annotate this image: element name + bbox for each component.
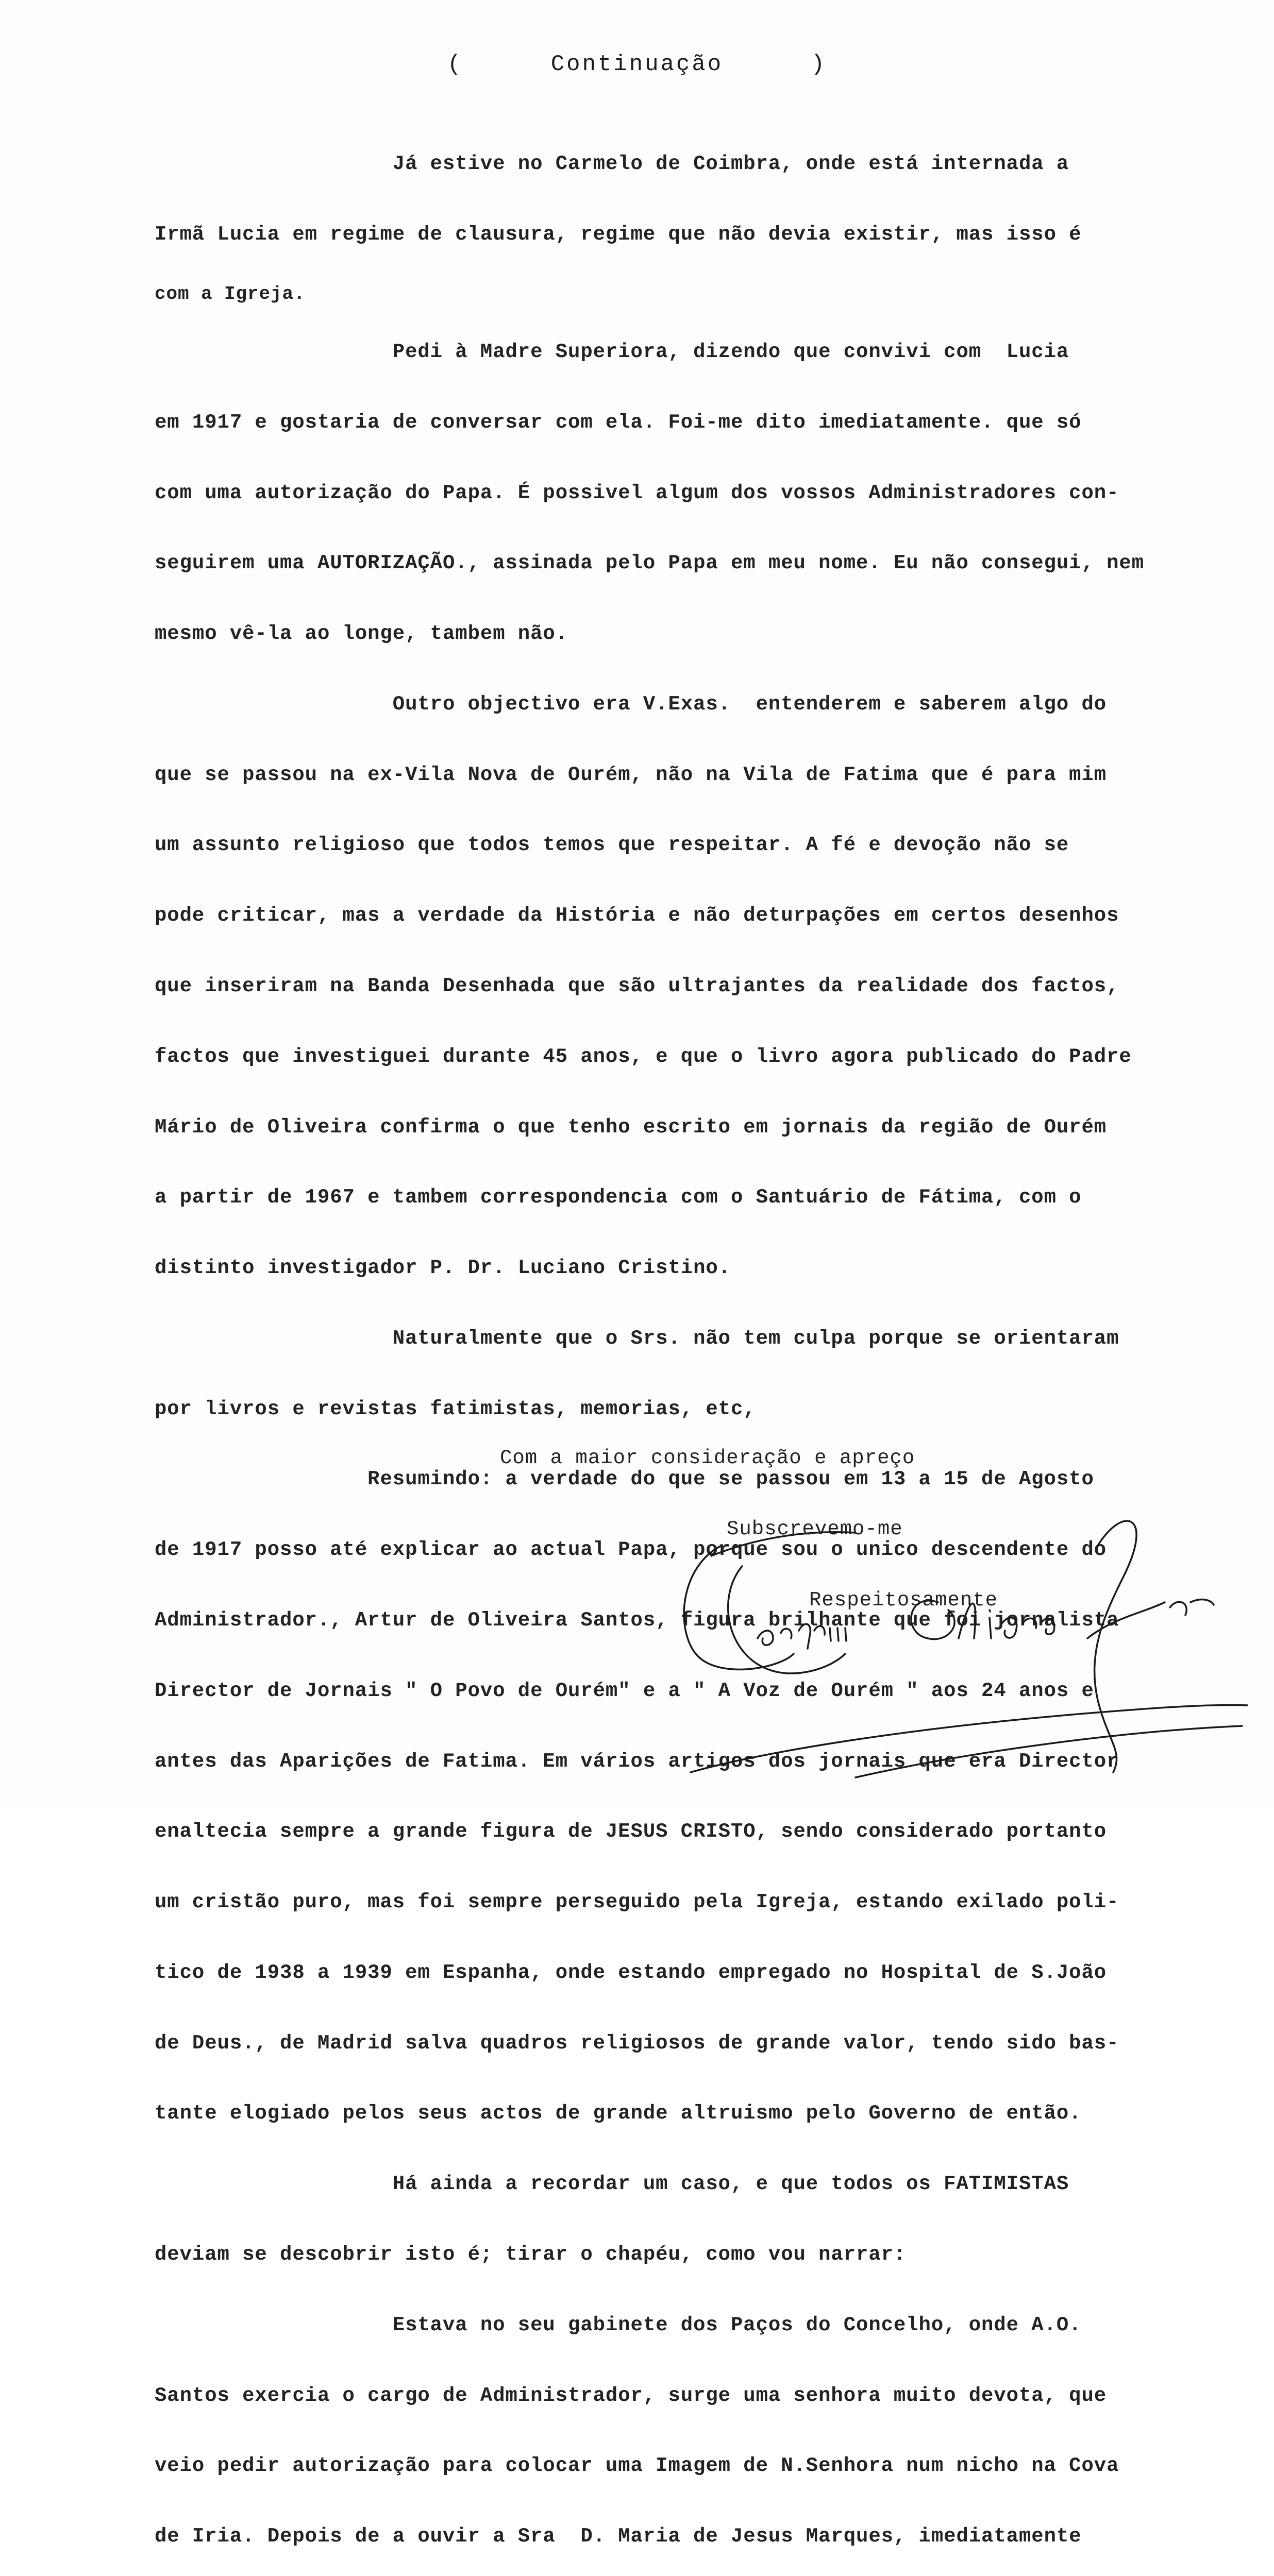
heading-title: Continuação bbox=[550, 52, 724, 77]
body-line: um cristão puro, mas foi sempre perseguido pela Igreja, estando exilado poli- bbox=[155, 1891, 1119, 1914]
body-line: factos que investiguei durante 45 anos, e que o livro agora publicado do Padre bbox=[155, 1045, 1132, 1068]
body-line: Santos exercia o cargo de Administrador, surge uma senhora muito devota, que bbox=[155, 2384, 1107, 2407]
body-line: um assunto religioso que todos temos que respeitar. A fé e devoção não se bbox=[155, 834, 1069, 857]
body-line: em 1917 e gostaria de conversar com ela. Foi-me dito imediatamente. que só bbox=[155, 411, 1082, 434]
body-line: a partir de 1967 e tambem correspondencia com o Santuário de Fátima, com o bbox=[155, 1186, 1082, 1209]
handwritten-signature bbox=[660, 1484, 1274, 1803]
body-line: com uma autorização do Papa. É possivel algum dos vossos Administradores con- bbox=[155, 481, 1119, 504]
body-line: de 1917 posso até explicar ao actual Papa, porque sou o unico descendente do bbox=[155, 1538, 1107, 1562]
body-line: de Deus., de Madrid salva quadros religiosos de grande valor, tendo sido bas- bbox=[155, 2031, 1119, 2055]
closing-line: Com a maior consideração e apreço bbox=[500, 1447, 915, 1469]
body-line: Há ainda a recordar um caso, e que todos os FATIMISTAS bbox=[155, 2173, 1069, 2196]
body-line: Outro objectivo era V.Exas. entenderem e saberem algo do bbox=[155, 692, 1107, 716]
body-line: pode criticar, mas a verdade da História e não deturpações em certos desenhos bbox=[155, 904, 1119, 927]
body-line: deviam se descobrir isto é; tirar o chapéu, como vou narrar: bbox=[155, 2243, 907, 2266]
body-line: com a Igreja. bbox=[155, 283, 306, 304]
body-line: Mário de Oliveira confirma o que tenho escrito em jornais da região de Ourém bbox=[155, 1115, 1107, 1139]
heading-close-paren: ) bbox=[811, 52, 827, 77]
body-line: Pedi à Madre Superiora, dizendo que convivi com Lucia bbox=[155, 340, 1069, 363]
body-line: antes das Aparições de Fatima. Em vários artigos dos jornais que era Director bbox=[155, 1750, 1119, 1773]
signature-icon bbox=[660, 1484, 1274, 1803]
body-line: Administrador., Artur de Oliveira Santos, figura brilhante que foi jornalista bbox=[155, 1609, 1119, 1632]
body-line: de Iria. Depois de a ouvir a Sra D. Maria de Jesus Marques, imediatamente bbox=[155, 2525, 1082, 2548]
body-line: distinto investigador P. Dr. Luciano Cristino. bbox=[155, 1257, 731, 1280]
closing-line: Subscrevemo-me bbox=[727, 1518, 903, 1540]
body-line: enaltecia sempre a grande figura de JESUS CRISTO, sendo considerado portanto bbox=[155, 1820, 1107, 1843]
body-line: Director de Jornais " O Povo de Ourém" e a " A Voz de Ourém " aos 24 anos e bbox=[155, 1679, 1094, 1702]
closing-line: Respeitosamente bbox=[809, 1589, 998, 1612]
body-line: veio pedir autorização para colocar uma Imagem de N.Senhora num nicho na Cova bbox=[155, 2454, 1119, 2478]
body-line: Naturalmente que o Srs. não tem culpa porque se orientaram bbox=[155, 1327, 1119, 1350]
body-line: Irmã Lucia em regime de clausura, regime que não devia existir, mas isso é bbox=[155, 223, 1082, 246]
body-line: tico de 1938 a 1939 em Espanha, onde estando empregado no Hospital de S.João bbox=[155, 1961, 1107, 1984]
heading-open-paren: ( bbox=[447, 52, 463, 77]
body-line: tante elogiado pelos seus actos de grande altruismo pelo Governo de então. bbox=[155, 2102, 1082, 2125]
page-heading bbox=[0, 52, 1274, 77]
body-line: que inseriram na Banda Desenhada que são ultrajantes da realidade dos factos, bbox=[155, 974, 1119, 997]
body-line: Estava no seu gabinete dos Paços do Concelho, onde A.O. bbox=[155, 2313, 1082, 2336]
letter-body bbox=[155, 106, 1252, 2576]
body-line: mesmo vê-la ao longe, tambem não. bbox=[155, 622, 568, 646]
body-line: seguirem uma AUTORIZAÇÃO., assinada pelo Papa em meu nome. Eu não consegui, nem bbox=[155, 552, 1145, 575]
body-line: Já estive no Carmelo de Coimbra, onde está internada a bbox=[155, 152, 1069, 176]
body-line: que se passou na ex-Vila Nova de Ourém, não na Vila de Fatima que é para mim bbox=[155, 763, 1107, 786]
body-line: por livros e revistas fatimistas, memorias, etc, bbox=[155, 1397, 756, 1420]
body-line: Resumindo: a verdade do que se passou em 13 a 15 de Agosto bbox=[155, 1468, 1094, 1491]
